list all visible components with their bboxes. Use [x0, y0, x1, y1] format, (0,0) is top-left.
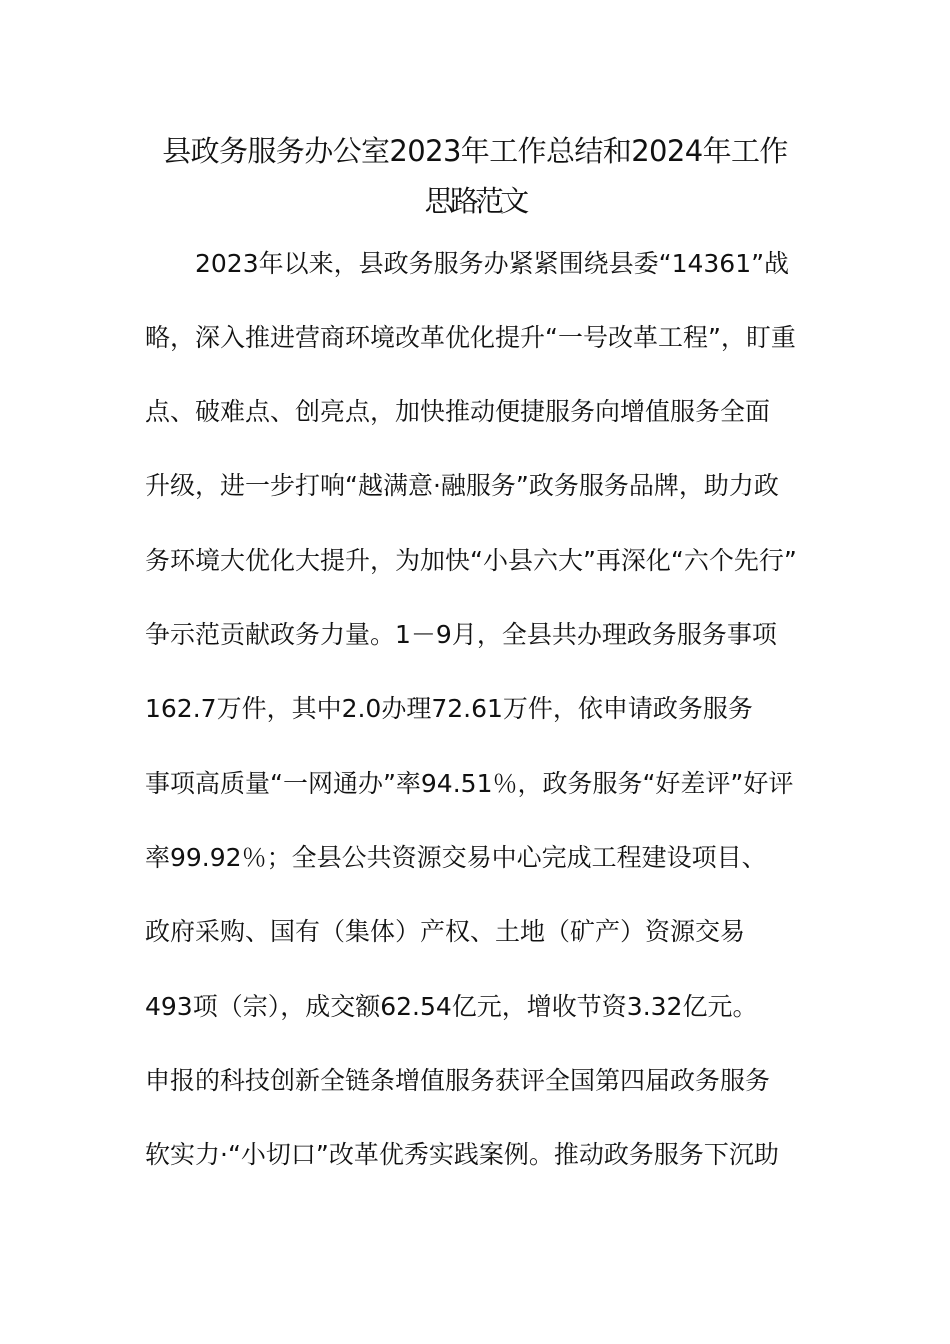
body-line-12: 申报的科技创新全链条增值服务获评全国第四届政务服务	[145, 1066, 771, 1095]
body-line-7: 162.7万件，其中2.0办理72.61万件，依申请政务服务	[145, 694, 753, 723]
body-line-8: 事项高质量“一网通办”率94.51％，政务服务“好差评”好评	[145, 769, 794, 798]
body-line-4: 升级，进一步打响“越满意·融服务”政务服务品牌，助力政	[145, 471, 779, 500]
body-line-1: 2023年以来，县政务服务办紧紧围绕县委“14361”战	[195, 249, 790, 278]
body-line-11: 493项（宗），成交额62.54亿元，增收节资3.32亿元。	[145, 992, 758, 1021]
body-line-5: 务环境大优化大提升，为加快“小县六大”再深化“六个先行”	[145, 546, 797, 575]
body-line-10: 政府采购、国有（集体）产权、土地（矿产）资源交易	[145, 917, 746, 946]
body-line-9: 率99.92％；全县公共资源交易中心完成工程建设项目、	[145, 843, 767, 872]
body-line-6: 争示范贡献政务力量。1－9月，全县共办理政务服务事项	[145, 620, 777, 649]
body-line-3: 点、破难点、创亮点，加快推动便捷服务向增值服务全面	[145, 397, 771, 426]
document-title-line-1: 县政务服务办公室2023年工作总结和2024年工作	[162, 134, 788, 168]
body-line-2: 略，深入推进营商环境改革优化提升“一号改革工程”，盯重	[145, 323, 796, 352]
document-title-line-2: 思路范文	[424, 184, 526, 218]
body-line-13: 软实力·“小切口”改革优秀实践案例。推动政务服务下沉助	[145, 1140, 779, 1169]
